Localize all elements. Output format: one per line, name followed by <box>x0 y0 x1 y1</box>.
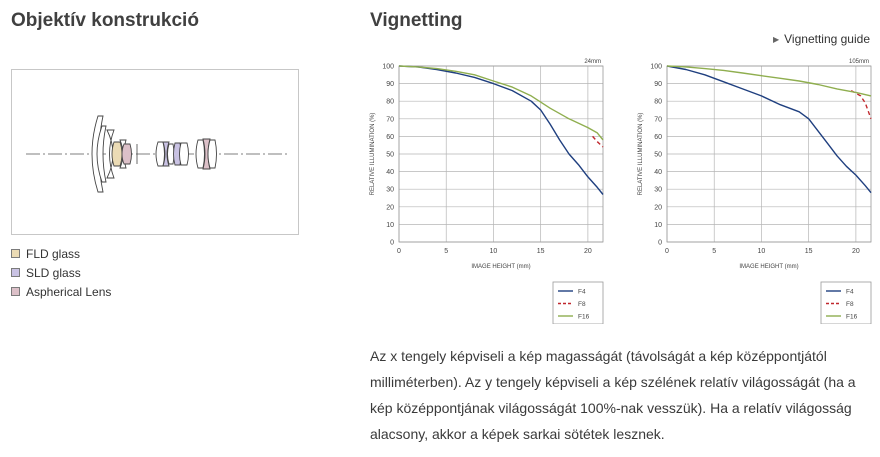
x-tick-label: 20 <box>583 248 592 255</box>
y-tick-label: 70 <box>386 116 394 124</box>
y-tick-label: 60 <box>386 133 394 141</box>
vignetting-title: Vignetting <box>370 10 463 31</box>
legend-label-f4: F4 <box>578 288 586 296</box>
y-tick-label: 100 <box>650 63 662 71</box>
lens-construction-title: Objektív konstrukció <box>11 10 199 31</box>
vignetting-guide-link[interactable] <box>773 32 870 46</box>
y-tick-label: 70 <box>654 116 662 124</box>
y-tick-label: 90 <box>386 81 394 89</box>
x-tick-label: 5 <box>444 248 449 255</box>
x-tick-label: 15 <box>536 248 545 255</box>
vignetting-description: Az x tengely képviseli a kép magasságát (távolságát a kép középpontjától milliméterben). Az y tengely képviseli a kép szélének relatív világosságát (ha a kép középpontjának világosságát 100%-nak vesszük). Ha a relatív világosság alacsony, akkor a képek sarkai sötétek lesznek. <box>370 348 856 442</box>
legend-label-fld: FLD glass <box>26 246 81 261</box>
chart-title: 24mm <box>584 59 601 65</box>
lens-diagram-drawing <box>12 70 298 234</box>
series-line-f16 <box>667 66 871 96</box>
vignetting-chart-105mm <box>630 56 880 324</box>
x-tick-label: 20 <box>851 248 860 255</box>
x-tick-label: 15 <box>804 248 813 255</box>
y-tick-label: 20 <box>654 204 662 212</box>
y-tick-label: 90 <box>654 81 662 89</box>
chart-title: 105mm <box>848 59 869 65</box>
fld-swatch <box>11 249 20 258</box>
y-tick-label: 40 <box>386 169 394 177</box>
x-tick-label: 10 <box>489 248 498 255</box>
y-tick-label: 20 <box>386 204 394 212</box>
vignetting-chart-24mm <box>362 56 612 324</box>
triangle-right-icon: ▶ <box>772 34 780 44</box>
x-tick-label: 0 <box>397 248 401 255</box>
glass-legend <box>11 244 111 301</box>
y-tick-label: 0 <box>390 239 394 247</box>
legend-label-f4: F4 <box>846 288 854 296</box>
legend-label-sld: SLD glass <box>26 265 81 280</box>
y-tick-label: 80 <box>654 98 662 106</box>
y-tick-label: 10 <box>654 221 662 229</box>
legend-item-sld <box>11 263 111 282</box>
legend-label-f8: F8 <box>578 301 586 308</box>
x-axis-label: IMAGE HEIGHT (mm) <box>739 264 799 270</box>
legend-label-f16: F16 <box>846 313 858 321</box>
x-axis-label: IMAGE HEIGHT (mm) <box>471 264 531 270</box>
series-line-f4 <box>399 66 603 195</box>
y-axis-label: RELATIVE ILLUMINATION (%) <box>370 112 376 196</box>
sld-swatch <box>11 268 20 277</box>
y-tick-label: 80 <box>386 98 394 106</box>
y-axis-label: RELATIVE ILLUMINATION (%) <box>638 112 644 196</box>
y-tick-label: 0 <box>658 239 662 247</box>
legend-label-aspherical: Aspherical Lens <box>26 284 112 299</box>
y-tick-label: 50 <box>654 151 662 159</box>
legend-item-aspherical <box>11 282 111 301</box>
y-tick-label: 10 <box>386 221 394 229</box>
x-tick-label: 10 <box>757 248 766 255</box>
y-tick-label: 100 <box>382 63 394 71</box>
y-tick-label: 30 <box>654 186 662 194</box>
x-tick-label: 5 <box>712 248 717 255</box>
legend-item-fld <box>11 244 111 263</box>
x-tick-label: 0 <box>665 248 669 255</box>
y-tick-label: 50 <box>386 151 394 159</box>
y-tick-label: 30 <box>386 186 394 194</box>
vignetting-guide-label: Vignetting guide <box>784 32 870 46</box>
y-tick-label: 40 <box>654 169 662 177</box>
lens-diagram <box>11 69 299 235</box>
series-line-f16 <box>399 66 603 140</box>
aspherical-swatch <box>11 287 20 296</box>
series-line-f4 <box>667 66 871 193</box>
legend-label-f8: F8 <box>846 301 854 308</box>
legend-label-f16: F16 <box>578 313 590 321</box>
y-tick-label: 60 <box>654 133 662 141</box>
